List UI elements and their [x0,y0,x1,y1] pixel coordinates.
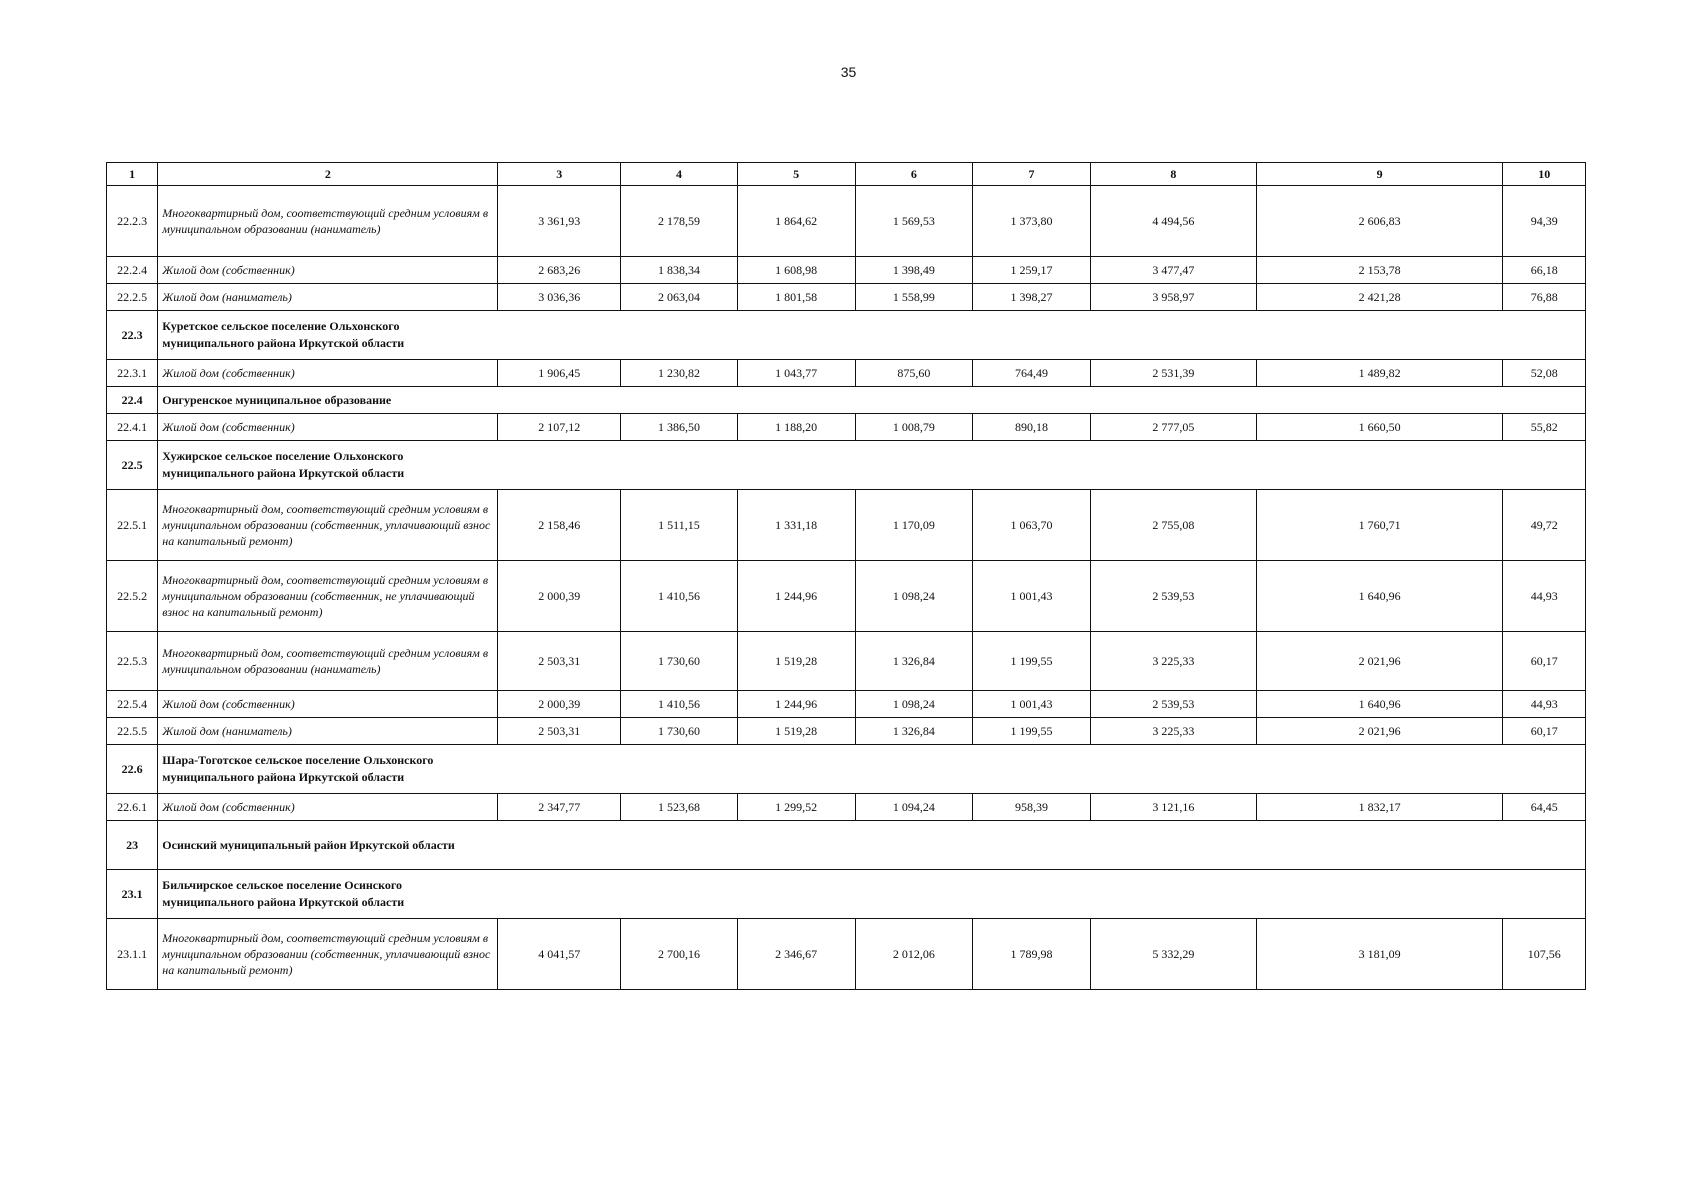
row-description: Жилой дом (наниматель) [158,718,498,745]
value-cell-col-3: 2 000,39 [498,691,621,718]
row-description: Жилой дом (собственник) [158,257,498,284]
value-cell-col-9: 2 153,78 [1256,257,1503,284]
page-number: 35 [840,64,857,80]
value-cell-col-8: 3 477,47 [1090,257,1256,284]
value-cell-col-6: 1 398,49 [855,257,973,284]
value-cell-col-3: 2 000,39 [498,561,621,632]
value-cell-col-9: 1 640,96 [1256,561,1503,632]
column-header: 5 [737,163,855,186]
value-cell-col-3: 1 906,45 [498,360,621,387]
row-code: 22.4.1 [107,414,158,441]
value-cell-col-10: 49,72 [1503,490,1586,561]
value-cell-col-8: 5 332,29 [1090,919,1256,990]
value-cell-col-7: 890,18 [973,414,1091,441]
value-cell-col-3: 2 158,46 [498,490,621,561]
value-cell-col-4: 1 730,60 [621,718,738,745]
value-cell-col-9: 1 832,17 [1256,794,1503,821]
row-description: Многоквартирный дом, соответствующий средним условиям в муниципальном образовании (наниматель) [158,186,498,257]
table-row [107,257,1586,284]
column-header: 1 [107,163,158,186]
value-cell-col-4: 1 230,82 [621,360,738,387]
section-row [107,441,1586,490]
table-row [107,414,1586,441]
row-description: Многоквартирный дом, соответствующий средним условиям в муниципальном образовании (собственник, не уплачивающий взнос на капитальный ремонт) [158,561,498,632]
section-row [107,821,1586,870]
value-cell-col-4: 1 386,50 [621,414,738,441]
table-row [107,919,1586,990]
value-cell-col-7: 1 199,55 [973,718,1091,745]
value-cell-col-4: 1 511,15 [621,490,738,561]
value-cell-col-5: 1 608,98 [737,257,855,284]
value-cell-col-7: 1 789,98 [973,919,1091,990]
section-row [107,745,1586,794]
value-cell-col-7: 1 199,55 [973,632,1091,691]
value-cell-col-10: 60,17 [1503,632,1586,691]
value-cell-col-5: 2 346,67 [737,919,855,990]
table-row [107,561,1586,632]
row-code: 22.5.1 [107,490,158,561]
value-cell-col-10: 107,56 [1503,919,1586,990]
value-cell-col-3: 2 107,12 [498,414,621,441]
section-title: Осинский муниципальный район Иркутской области [162,837,455,852]
section-row [107,870,1586,919]
row-code: 22.3.1 [107,360,158,387]
table-row [107,794,1586,821]
row-description: Многоквартирный дом, соответствующий средним условиям в муниципальном образовании (собственник, уплачивающий взнос на капитальный ремонт) [158,490,498,561]
row-code: 22.2.3 [107,186,158,257]
value-cell-col-6: 1 098,24 [855,561,973,632]
value-cell-col-9: 1 660,50 [1256,414,1503,441]
table-row [107,186,1586,257]
section-title: Онгуренское муниципальное образование [162,392,392,407]
value-cell-col-7: 764,49 [973,360,1091,387]
value-cell-col-10: 44,93 [1503,691,1586,718]
table-row [107,360,1586,387]
value-cell-col-6: 1 326,84 [855,632,973,691]
column-header: 7 [973,163,1091,186]
value-cell-col-4: 1 523,68 [621,794,738,821]
value-cell-col-3: 2 347,77 [498,794,621,821]
value-cell-col-5: 1 519,28 [737,718,855,745]
value-cell-col-6: 1 094,24 [855,794,973,821]
value-cell-col-7: 1 001,43 [973,691,1091,718]
section-code: 22.6 [107,745,158,794]
value-cell-col-10: 76,88 [1503,284,1586,311]
value-cell-col-3: 2 503,31 [498,632,621,691]
value-cell-col-3: 3 361,93 [498,186,621,257]
row-code: 22.6.1 [107,794,158,821]
value-cell-col-7: 1 063,70 [973,490,1091,561]
value-cell-col-4: 2 178,59 [621,186,738,257]
value-cell-col-10: 66,18 [1503,257,1586,284]
section-row [107,311,1586,360]
table-row [107,691,1586,718]
value-cell-col-9: 2 021,96 [1256,718,1503,745]
value-cell-col-8: 3 225,33 [1090,718,1256,745]
value-cell-col-6: 1 008,79 [855,414,973,441]
section-title: Куретское сельское поселение Ольхонского муниципального района Иркутской области [162,319,405,350]
row-description: Жилой дом (собственник) [158,691,498,718]
section-code: 23.1 [107,870,158,919]
row-description: Многоквартирный дом, соответствующий средним условиям в муниципальном образовании (наниматель) [158,632,498,691]
row-description: Жилой дом (собственник) [158,414,498,441]
column-header: 9 [1256,163,1503,186]
row-code: 22.5.2 [107,561,158,632]
section-row [107,387,1586,414]
value-cell-col-7: 958,39 [973,794,1091,821]
section-code: 22.4 [107,387,158,414]
value-cell-col-10: 52,08 [1503,360,1586,387]
column-header: 8 [1090,163,1256,186]
value-cell-col-5: 1 244,96 [737,561,855,632]
value-cell-col-5: 1 519,28 [737,632,855,691]
row-code: 22.2.5 [107,284,158,311]
section-code: 22.5 [107,441,158,490]
value-cell-col-10: 60,17 [1503,718,1586,745]
value-cell-col-4: 1 730,60 [621,632,738,691]
value-cell-col-6: 1 170,09 [855,490,973,561]
value-cell-col-8: 3 121,16 [1090,794,1256,821]
value-cell-col-8: 2 777,05 [1090,414,1256,441]
row-description: Многоквартирный дом, соответствующий средним условиям в муниципальном образовании (собственник, уплачивающий взнос на капитальный ремонт) [158,919,498,990]
value-cell-col-3: 4 041,57 [498,919,621,990]
value-cell-col-8: 2 531,39 [1090,360,1256,387]
column-header: 6 [855,163,973,186]
value-cell-col-4: 1 410,56 [621,691,738,718]
table-row [107,490,1586,561]
value-cell-col-10: 64,45 [1503,794,1586,821]
value-cell-col-9: 2 421,28 [1256,284,1503,311]
section-title: Хужирское сельское поселение Ольхонского муниципального района Иркутской области [162,449,405,480]
value-cell-col-6: 1 569,53 [855,186,973,257]
value-cell-col-7: 1 398,27 [973,284,1091,311]
value-cell-col-3: 2 683,26 [498,257,621,284]
row-code: 22.2.4 [107,257,158,284]
value-cell-col-8: 2 539,53 [1090,691,1256,718]
value-cell-col-3: 3 036,36 [498,284,621,311]
value-cell-col-3: 2 503,31 [498,718,621,745]
row-code: 22.5.3 [107,632,158,691]
value-cell-col-7: 1 001,43 [973,561,1091,632]
value-cell-col-8: 3 958,97 [1090,284,1256,311]
value-cell-col-9: 2 021,96 [1256,632,1503,691]
value-cell-col-5: 1 331,18 [737,490,855,561]
value-cell-col-7: 1 259,17 [973,257,1091,284]
value-cell-col-9: 1 640,96 [1256,691,1503,718]
value-cell-col-5: 1 299,52 [737,794,855,821]
value-cell-col-9: 1 489,82 [1256,360,1503,387]
value-cell-col-5: 1 188,20 [737,414,855,441]
column-header: 2 [158,163,498,186]
row-description: Жилой дом (собственник) [158,794,498,821]
value-cell-col-8: 4 494,56 [1090,186,1256,257]
value-cell-col-5: 1 244,96 [737,691,855,718]
row-code: 23.1.1 [107,919,158,990]
section-code: 22.3 [107,311,158,360]
value-cell-col-9: 1 760,71 [1256,490,1503,561]
column-header: 4 [621,163,738,186]
value-cell-col-4: 2 700,16 [621,919,738,990]
value-cell-col-7: 1 373,80 [973,186,1091,257]
row-description: Жилой дом (собственник) [158,360,498,387]
value-cell-col-6: 1 326,84 [855,718,973,745]
value-cell-col-6: 2 012,06 [855,919,973,990]
value-cell-col-10: 55,82 [1503,414,1586,441]
row-code: 22.5.4 [107,691,158,718]
section-code: 23 [107,821,158,870]
table-row [107,632,1586,691]
value-cell-col-10: 44,93 [1503,561,1586,632]
value-cell-col-6: 875,60 [855,360,973,387]
value-cell-col-8: 2 755,08 [1090,490,1256,561]
column-header: 10 [1503,163,1586,186]
header-row [107,163,1586,186]
table-body [107,163,1586,990]
value-cell-col-6: 1 558,99 [855,284,973,311]
value-cell-col-6: 1 098,24 [855,691,973,718]
row-code: 22.5.5 [107,718,158,745]
column-header: 3 [498,163,621,186]
value-cell-col-9: 2 606,83 [1256,186,1503,257]
table-row [107,718,1586,745]
row-description: Жилой дом (наниматель) [158,284,498,311]
section-title: Шара-Тоготское сельское поселение Ольхонского муниципального района Иркутской области [162,753,434,784]
value-cell-col-4: 2 063,04 [621,284,738,311]
value-cell-col-4: 1 410,56 [621,561,738,632]
table-row [107,284,1586,311]
value-cell-col-9: 3 181,09 [1256,919,1503,990]
value-cell-col-5: 1 801,58 [737,284,855,311]
value-cell-col-5: 1 043,77 [737,360,855,387]
value-cell-col-10: 94,39 [1503,186,1586,257]
value-cell-col-4: 1 838,34 [621,257,738,284]
value-cell-col-5: 1 864,62 [737,186,855,257]
section-title: Бильчирское сельское поселение Осинского муниципального района Иркутской области [162,878,405,909]
value-cell-col-8: 2 539,53 [1090,561,1256,632]
tariff-table [106,162,1586,990]
value-cell-col-8: 3 225,33 [1090,632,1256,691]
